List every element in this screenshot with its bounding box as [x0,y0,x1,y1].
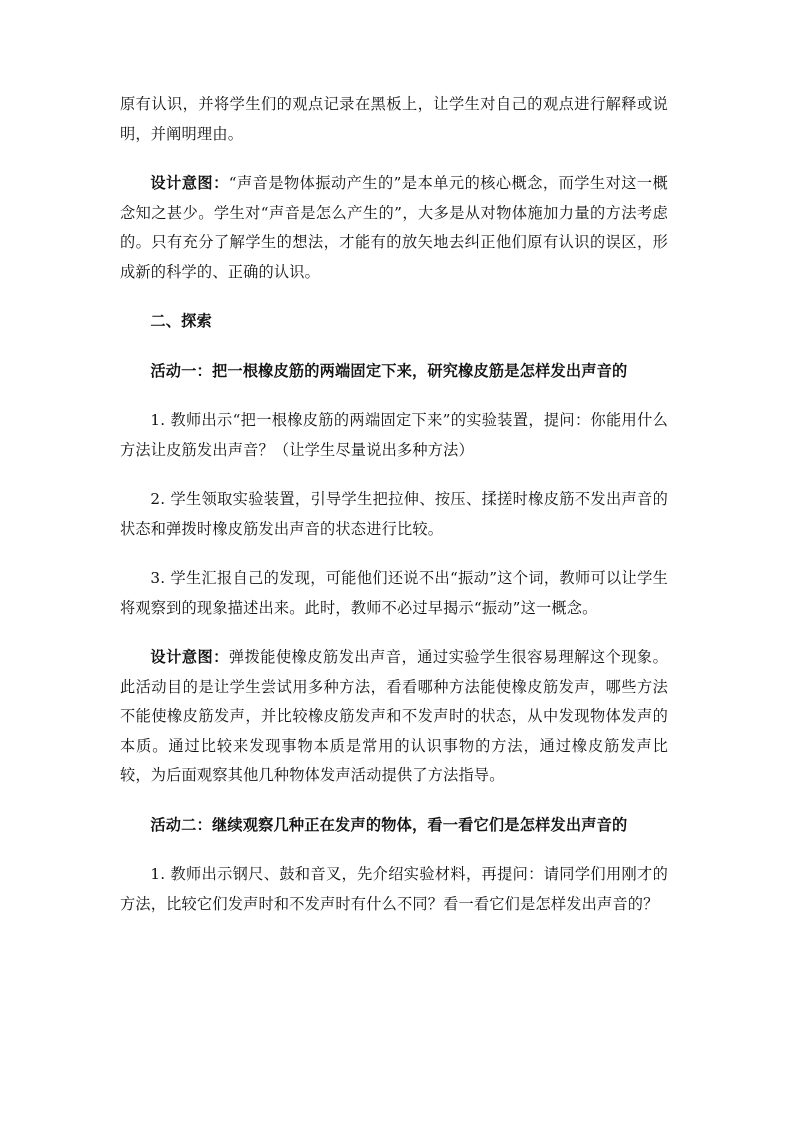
design-intent-paragraph-1 [120,169,668,287]
activity-two-heading: 活动二：继续观察几种正在发声的物体，看一看它们是怎样发出声音的 [150,815,628,834]
document-body [120,90,668,939]
design-intent-paragraph-2 [120,643,668,791]
design-intent-label: 设计意图： [150,174,229,192]
activity-one-heading: 活动一：把一根橡皮筋的两端固定下来，研究橡皮筋是怎样发出声音的 [150,361,628,380]
activity-one-step-3: 3. 学生汇报自己的发现，可能他们还说不出“振动”这个词，教师可以让学生将观察到的现象描述出来。此时，教师不必过早揭示“振动”这一概念。 [120,569,668,617]
design-intent-text: 弹拨能使橡皮筋发出声音，通过实验学生很容易理解这个现象。此活动目的是让学生尝试用多种方法，看看哪种方法能使橡皮筋发声，哪些方法不能使橡皮筋发声，并比较橡皮筋发声和不发声时的状态，从中发现物体发声的本质。通过比较来发现事物本质是常用的认识事物的方法，通过橡皮筋发声比较，为后面观察其他几种物体发声活动提供了方法指导。 [120,648,669,784]
section-heading-explore: 二、探索 [150,312,212,330]
activity-one-step-1: 1. 教师出示“把一根橡皮筋的两端固定下来”的实验装置，提问：你能用什么方法让皮筋发出声音？（让学生尽量说出多种方法） [120,411,668,459]
activity-one-step-2: 2. 学生领取实验装置，引导学生把拉伸、按压、揉搓时橡皮筋不发出声音的状态和弹拨时橡皮筋发出声音的状态进行比较。 [120,490,668,538]
design-intent-label: 设计意图： [150,648,229,666]
activity-two-step-1: 1. 教师出示钢尺、鼓和音叉，先介绍实验材料，再提问：请同学们用刚才的方法，比较它们发声时和不发声时有什么不同？看一看它们是怎样发出声音的？ [120,865,668,913]
design-intent-text: “声音是物体振动产生的”是本单元的核心概念，而学生对这一概念知之甚少。学生对“声音是怎么产生的”，大多是从对物体施加力量的方法考虑的。只有充分了解学生的想法，才能有的放矢地去纠正他们原有认识的误区，形成新的科学的、正确的认识。 [120,174,668,281]
paragraph-continuation: 原有认识，并将学生们的观点记录在黑板上，让学生对自己的观点进行解释或说明，并阐明理由。 [120,95,668,143]
